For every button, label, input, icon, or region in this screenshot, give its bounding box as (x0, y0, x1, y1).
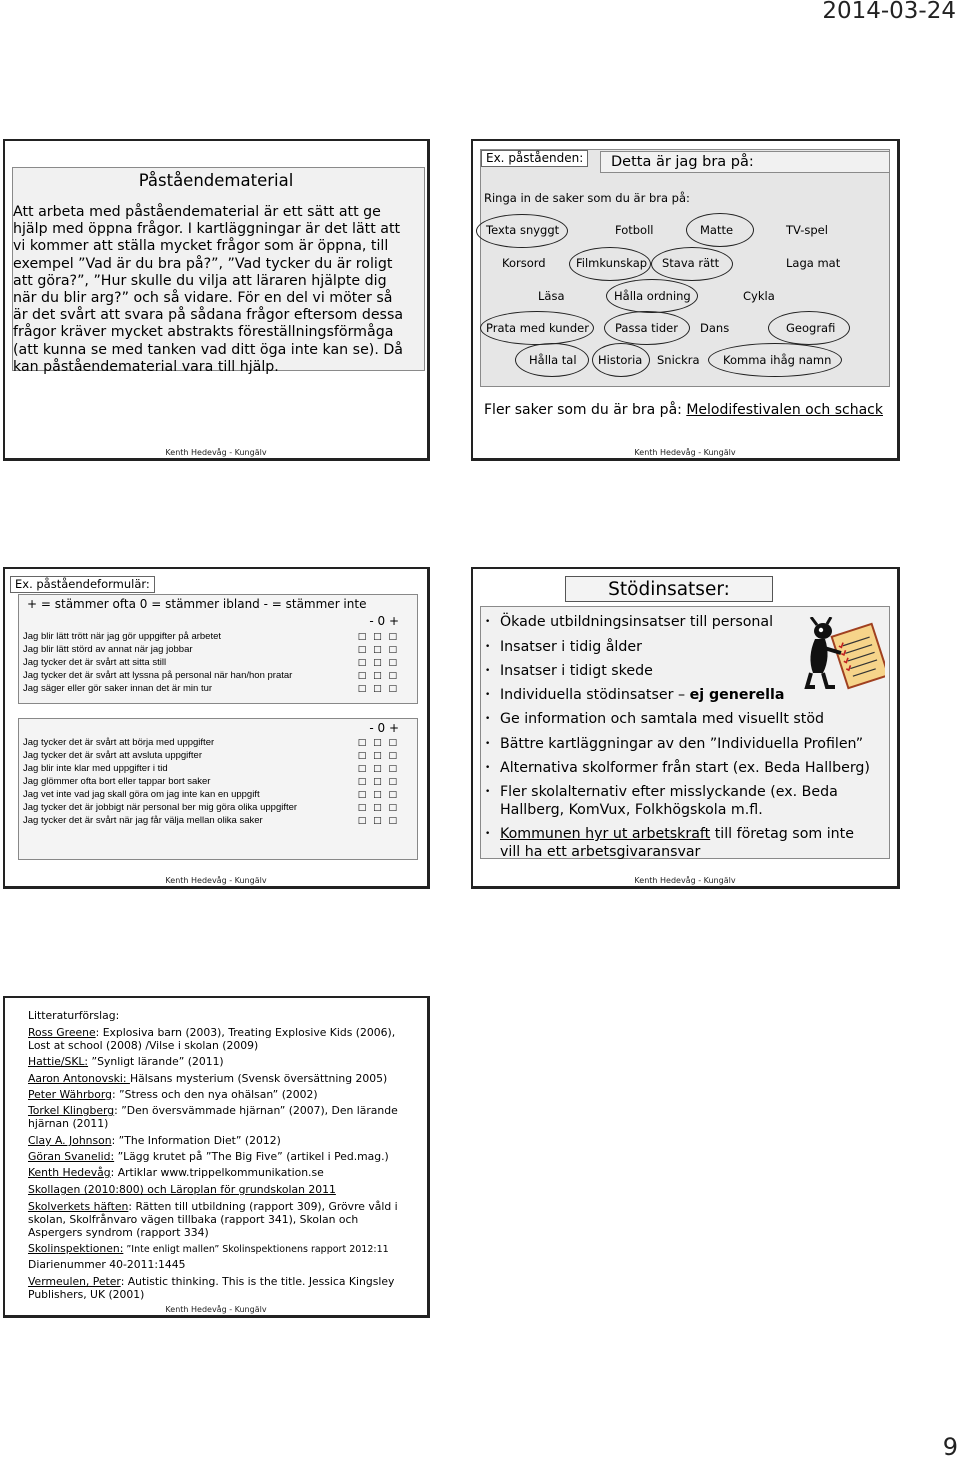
slide-footer: Kenth Hedevåg - Kungälv (165, 876, 267, 885)
reference-author: Aaron Antonovski: (28, 1072, 130, 1085)
form-item: Jag tycker det är svårt att avsluta uppgifter (23, 750, 203, 761)
body-line: vi kommer att ställa mycket frågor som är öppna, till (13, 238, 389, 255)
bullet-item: • Fler skolalternativ efter misslyckande (ex. Beda Hallberg, KomVux, Folkhögskola m.fl. (485, 784, 838, 818)
reference-text: : Artiklar www.trippelkommunikation.se (110, 1166, 324, 1179)
body-line: exempel ”Vad är du bra på?”, ”Vad tycker du är roligt (13, 255, 393, 272)
bullet-text: Individuella stödinsatser (500, 687, 674, 703)
bullet-item: • Ge information och samtala med visuellt stöd (485, 711, 825, 727)
slide-pastaendematerial (3, 139, 430, 461)
reference-text: : Explosiva barn (2003), Treating Explosive Kids (2006), (95, 1026, 396, 1039)
form-group-1 (18, 594, 418, 704)
statement-word: Korsord (502, 256, 546, 270)
statement-word: Fotboll (615, 223, 654, 237)
reference-line (28, 1183, 418, 1196)
scale-legend: + = stämmer ofta 0 = stämmer ibland - = stämmer inte (27, 597, 367, 611)
slide-title: Detta är jag bra på: (600, 151, 890, 173)
slide-pastaendeformular (3, 567, 430, 889)
checkbox-group[interactable]: □ □ □ (357, 751, 399, 761)
slide-footer: Kenth Hedevåg - Kungälv (165, 448, 267, 457)
slide-footer: Kenth Hedevåg - Kungälv (165, 1305, 267, 1314)
bullet-text: Ökade utbildningsinsatser till personal (500, 614, 774, 630)
bullet-text: Hallberg, KomVux, Folkhögskola m.fl. (500, 801, 763, 818)
slide-body-text (13, 204, 421, 376)
reference-line (28, 1026, 418, 1039)
body-line: (att kunna se med tanken vad ditt öga inte kan se). Då (13, 341, 403, 358)
reference-line (28, 1242, 418, 1256)
more-things-text (484, 402, 884, 419)
bullet-item: • Ökade utbildningsinsatser till personal (485, 614, 774, 630)
bullet-text: Ge information och samtala med visuellt stöd (500, 711, 825, 727)
form-item: Jag säger eller gör saker innan det är min tur (23, 683, 213, 694)
reference-author: Hattie/SKL: (28, 1055, 89, 1068)
statement-word: Hålla tal (529, 353, 577, 367)
reference-line (28, 1150, 418, 1163)
checklist-figure-illustration (801, 617, 885, 691)
bullet-text: Bättre kartläggningar av den ”Individuella Profilen” (500, 736, 864, 752)
statement-word: Läsa (538, 289, 565, 303)
checkbox-group[interactable]: □ □ □ (357, 684, 399, 694)
reference-author: Ross Greene (28, 1026, 96, 1039)
reference-text: Publishers, UK (2001) (28, 1288, 145, 1301)
slide-footer: Kenth Hedevåg - Kungälv (634, 448, 736, 457)
reference-text: Aspergers syndrom (rapport 334) (28, 1226, 209, 1239)
statement-word: Laga mat (786, 256, 841, 270)
example-label: Ex. påståendeformulär: (10, 576, 155, 593)
bullet-item: • Individuella stödinsatser – ej generella (485, 687, 785, 703)
reference-line (28, 1275, 418, 1288)
form-item: Jag blir inte klar med uppgifter i tid (23, 763, 168, 774)
page-number: 9 (942, 1433, 958, 1461)
form-item: Jag glömmer ofta bort eller tappar bort saker (23, 776, 211, 787)
reference-line (28, 1104, 418, 1117)
bold-text: ej generella (689, 687, 785, 703)
reference-author: Skolverkets häften (28, 1200, 129, 1213)
literature-heading: Litteraturförslag: (28, 1009, 120, 1022)
slide-detta-ar-jag-bra-pa (471, 139, 900, 461)
bullet-item: • Insatser i tidig ålder (485, 639, 642, 655)
scale-header: - 0 + (369, 614, 399, 628)
reference-text: Lost at school (2008) /Vilse i skolan (2009) (28, 1039, 259, 1052)
reference-author: Torkel Klingberg (28, 1104, 115, 1117)
bullet-text: Alternativa skolformer från start (ex. Beda Hallberg) (500, 760, 870, 776)
statement-word: Dans (700, 321, 730, 335)
reference-line (28, 1200, 418, 1213)
reference-author: Skolinspektionen: (28, 1242, 124, 1255)
form-item: Jag blir lätt trött när jag gör uppgifter på arbetet (23, 631, 222, 642)
body-line: är det svårt att svara på sådana frågor eftersom dessa (13, 307, 404, 324)
slide-litteraturforslag (3, 996, 430, 1318)
checkbox-group[interactable]: □ □ □ (357, 816, 399, 826)
statement-word: Geografi (786, 321, 836, 335)
reference-line (28, 1117, 418, 1130)
reference-author: Vermeulen, Peter (28, 1275, 121, 1288)
document-date: 2014-03-24 (822, 0, 956, 24)
bullet-text: vill ha ett arbetsgivaransvar (500, 843, 701, 860)
reference-text: : ”Den översvämmade hjärnan” (2007), Den lärande (114, 1104, 398, 1117)
reference-text: ”Synligt lärande” (2011) (88, 1055, 224, 1068)
reference-text: ”Lägg krutet på ”The Big Five” (artikel i Ped.mag.) (114, 1150, 389, 1163)
reference-text: : Autistic thinking. This is the title. Jessica Kingsley (120, 1275, 395, 1288)
form-item: Jag blir lätt störd av annat när jag jobbar (23, 644, 193, 655)
checkbox-group[interactable]: □ □ □ (357, 658, 399, 668)
form-item: Jag tycker det är svårt att börja med uppgifter (23, 737, 215, 748)
form-item: Jag tycker det är svårt att sitta still (23, 657, 167, 668)
bullet-text: Fler skolalternativ efter misslyckande (ex. Beda (500, 784, 838, 800)
reference-line (28, 1288, 418, 1301)
reference-line (28, 1226, 418, 1239)
reference-line (28, 1213, 418, 1226)
checkbox-group[interactable]: □ □ □ (357, 645, 399, 655)
checkbox-group[interactable]: □ □ □ (357, 777, 399, 787)
reference-text: hjärnan (2011) (28, 1117, 109, 1130)
body-line: hjälp med öppna frågor. I kartläggningar är det lätt att (13, 221, 401, 238)
reference-line (28, 1134, 418, 1147)
statement-word: Matte (700, 223, 734, 237)
body-line: att göra?”, ”Hur skulle du vilja att läraren hjälpte dig (13, 272, 387, 289)
form-item: Jag tycker det är svårt när jag får välja mellan olika saker (23, 815, 263, 826)
statement-word: Cykla (743, 289, 775, 303)
statement-word: TV-spel (786, 223, 828, 237)
checkbox-group[interactable]: □ □ □ (357, 803, 399, 813)
statement-word: Hålla ordning (614, 289, 691, 303)
reference-line (28, 1039, 418, 1052)
bullet-item: • Alternativa skolformer från start (ex. Beda Hallberg) (485, 760, 870, 776)
reference-text: : ”The Information Diet” (2012) (111, 1134, 281, 1147)
reference-text: : ”Stress och den nya ohälsan” (2002) (111, 1088, 318, 1101)
reference-text: ”Inte enligt mallen” Skolinspektionens rapport 2012:11 (123, 1244, 389, 1255)
checkbox-group[interactable]: □ □ □ (357, 632, 399, 642)
checkbox-group[interactable]: □ □ □ (357, 764, 399, 774)
statement-word: Historia (598, 353, 643, 367)
statement-word: Filmkunskap (576, 256, 648, 270)
reference-line (28, 1072, 418, 1085)
body-line: när du blir arg?” och så vidare. För en del vi möter så (13, 290, 393, 307)
body-line: Att arbeta med påståendematerial är ett sätt att ge (13, 204, 381, 220)
statement-word: Snickra (657, 353, 700, 367)
form-item: Jag tycker det är jobbigt när personal ber mig göra olika uppgifter (23, 802, 298, 813)
slide-footer: Kenth Hedevåg - Kungälv (634, 876, 736, 885)
instruction-text: Ringa in de saker som du är bra på: (484, 191, 690, 205)
bullet-link-text: Kommunen hyr ut arbetskraft (500, 826, 711, 842)
checkbox-group[interactable]: □ □ □ (357, 671, 399, 681)
example-label: Ex. påståenden: (481, 150, 588, 167)
checkbox-group[interactable]: □ □ □ (357, 738, 399, 748)
handwritten-answer: Melodifestivalen och schack (686, 402, 883, 418)
bullet-item: • Bättre kartläggningar av den ”Individuella Profilen” (485, 736, 864, 752)
form-item: Jag vet inte vad jag skall göra om jag inte kan en uppgift (23, 789, 260, 800)
reference-text: : Rätten till utbildning (rapport 309), Grövre våld i (128, 1200, 398, 1213)
scale-header: - 0 + (369, 721, 399, 735)
slide-stodinsatser (471, 567, 900, 889)
reference-text: Hälsans mysterium (Svensk översättning 2005) (129, 1072, 388, 1085)
bullet-text: Insatser i tidigt skede (500, 663, 653, 679)
reference-author: Kenth Hedevåg (28, 1166, 111, 1179)
reference-author: Peter Währborg (28, 1088, 112, 1101)
reference-author: Skollagen (2010:800) och Läroplan för grundskolan 2011 (28, 1183, 336, 1196)
bullet-text: till företag som inte (710, 826, 854, 842)
reference-line (28, 1088, 418, 1101)
more-prefix: Fler saker som du är bra på: (484, 402, 687, 418)
statement-word: Passa tider (615, 321, 678, 335)
statement-word: Stava rätt (662, 256, 720, 270)
checkbox-group[interactable]: □ □ □ (357, 790, 399, 800)
slide-title: Påståendematerial (138, 171, 294, 190)
reference-author: Clay A. Johnson (28, 1134, 112, 1147)
bullet-item: • Insatser i tidigt skede (485, 663, 653, 679)
bullet-text: Insatser i tidig ålder (500, 639, 642, 655)
reference-text: skolan, Skolfrånvaro vägen tillbaka (rapport 341), Skolan och (28, 1213, 359, 1226)
reference-text: Diarienummer 40-2011:1445 (28, 1258, 186, 1271)
body-line: kan påståendematerial vara till hjälp. (13, 358, 279, 375)
statement-word: Prata med kunder (486, 321, 589, 335)
slide-title: Stödinsatser: (565, 576, 773, 602)
reference-line (28, 1055, 418, 1068)
reference-author: Göran Svanelid: (28, 1150, 115, 1163)
reference-line (28, 1166, 418, 1179)
reference-line (28, 1258, 418, 1271)
form-item: Jag tycker det är svårt att lyssna på personal när han/hon pratar (23, 670, 293, 681)
form-group-2 (18, 718, 418, 860)
bullet-item: • Kommunen hyr ut arbetskraft till företag som inte vill ha ett arbetsgivaransvar (485, 826, 854, 860)
statement-word: Texta snyggt (486, 223, 560, 237)
statement-word: Komma ihåg namn (723, 353, 832, 367)
body-line: frågor kräver mycket abstrakts föreställningsförmåga (13, 324, 394, 341)
dash: – (677, 687, 686, 703)
